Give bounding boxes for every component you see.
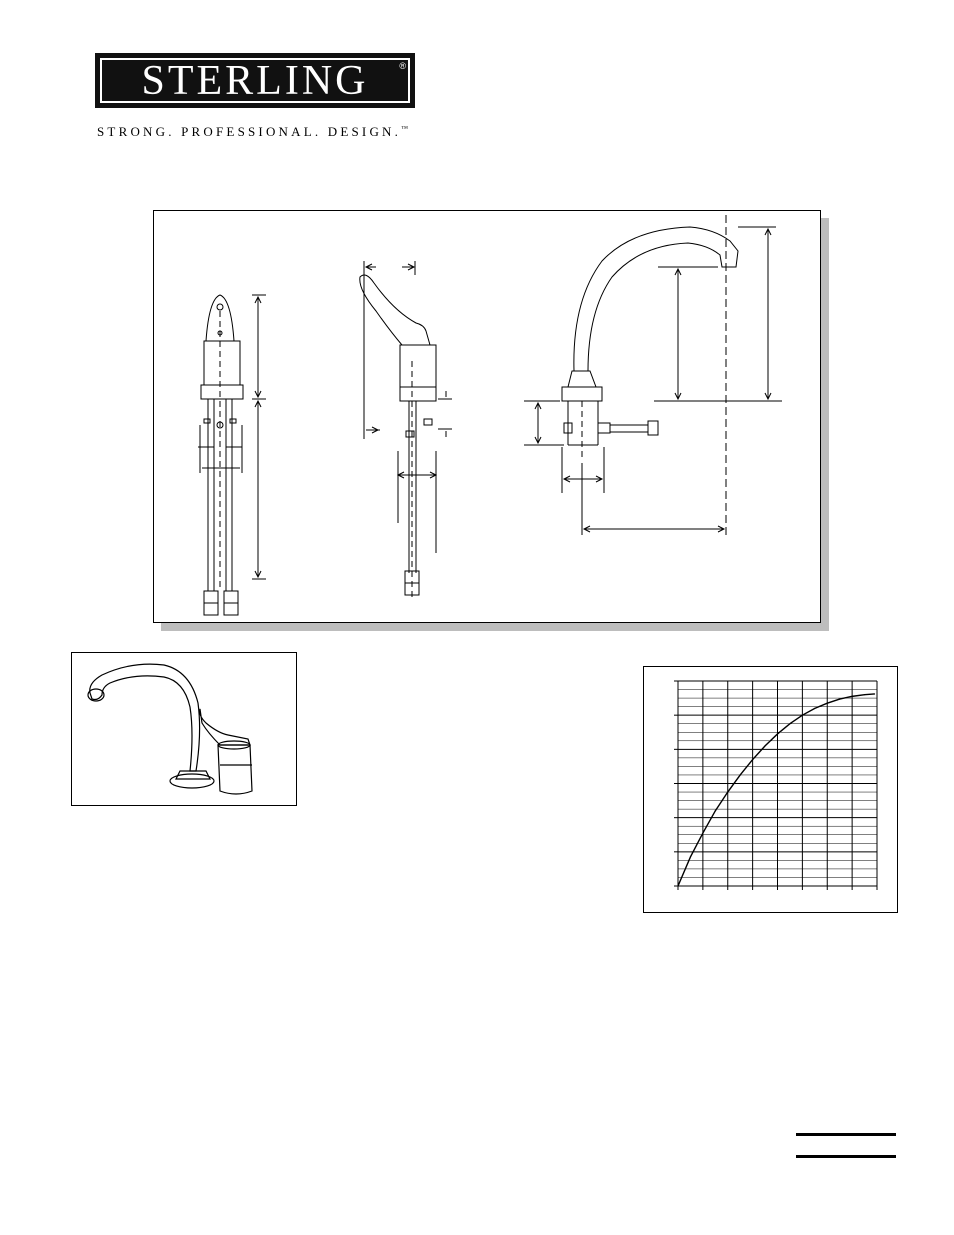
footer-rule-top [796, 1133, 896, 1136]
chart-data-point [764, 745, 765, 746]
chart-data-point [864, 694, 865, 695]
faucet-illustration [72, 653, 296, 805]
chart-series-line [678, 694, 875, 886]
registered-mark: ® [399, 61, 406, 71]
chart-data-point [727, 791, 728, 792]
chart-data-point [752, 759, 753, 760]
footer-rule-bottom [796, 1155, 896, 1158]
logo-wordmark: STERLING [141, 57, 369, 104]
chart-data-point [874, 693, 875, 694]
sterling-logo [95, 53, 415, 108]
chart-data-point [839, 699, 840, 700]
chart-data-point [690, 856, 691, 857]
logo-frame [100, 58, 410, 103]
spout-elevation [524, 215, 782, 535]
chart-data-point [827, 703, 828, 704]
chart-data-point [852, 696, 853, 697]
dimension-drawing-panel [153, 210, 821, 623]
side-view [360, 261, 452, 601]
chart-data-point [740, 774, 741, 775]
chart-data-point [814, 708, 815, 709]
chart-data-point [802, 715, 803, 716]
dimension-drawing [154, 211, 820, 622]
flow-chart-panel [643, 666, 898, 913]
chart-data-point [789, 723, 790, 724]
chart-data-point [702, 832, 703, 833]
trademark-mark: ™ [401, 124, 408, 133]
tagline-text: STRONG. PROFESSIONAL. DESIGN. [97, 124, 402, 139]
product-illustration-panel [71, 652, 297, 806]
chart-data-point [777, 733, 778, 734]
chart-data-point [715, 810, 716, 811]
tagline [97, 124, 408, 140]
flow-rate-chart [644, 667, 897, 912]
front-view [198, 295, 266, 615]
chart-data-point [677, 885, 678, 886]
